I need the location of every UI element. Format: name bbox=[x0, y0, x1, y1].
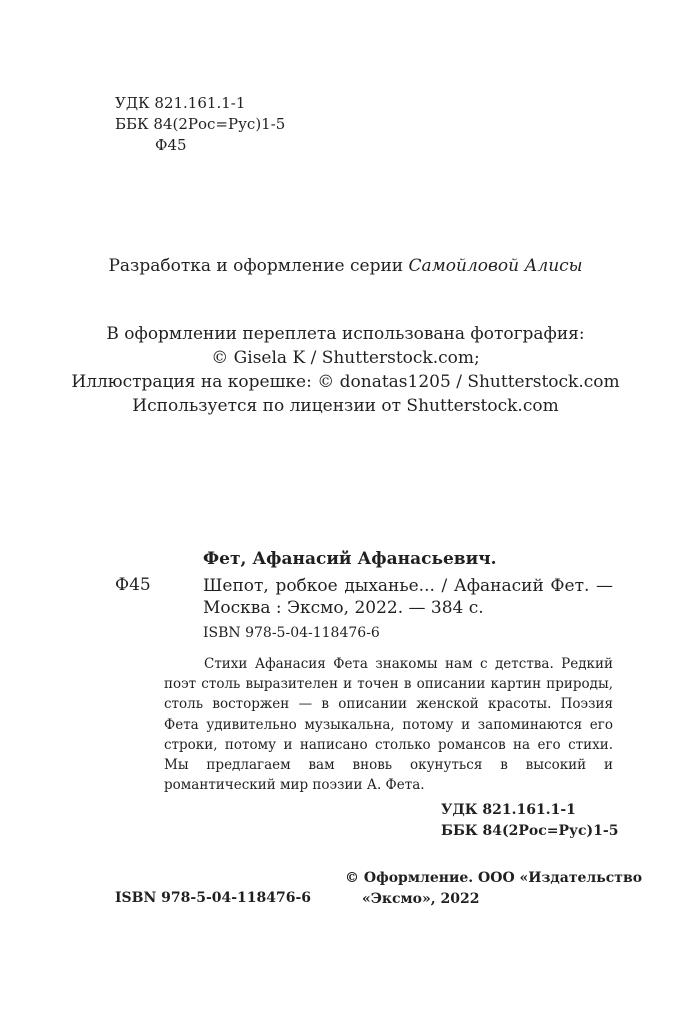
author-mark: Ф45 bbox=[155, 136, 187, 154]
catalog-author: Фет, Афанасий Афанасьевич. bbox=[203, 549, 497, 569]
catalog-udk: УДК 821.161.1-1 bbox=[441, 802, 576, 818]
annotation-text: Стихи Афанасия Фета знакомы нам с детства. Редкий поэт столь выразителен и точен в описании картин природы, столь восторжен — в описании женской красоты. Поэзия Фета удивительно музыкальна, потому и запоминаются его строки, потому и написано столько романсов на его стихи. Мы предлагаем вам вновь окунуться в высокий и романтический мир поэзии А. Фета. bbox=[164, 656, 613, 794]
footer-isbn: ISBN 978-5-04-118476-6 bbox=[115, 890, 312, 906]
credit-line-4: Используется по лицензии от Shutterstock.com bbox=[132, 396, 559, 416]
credit-line-2: © Gisela K / Shutterstock.com; bbox=[211, 348, 480, 368]
copyright-line-2: «Эксмо», 2022 bbox=[362, 891, 480, 907]
classification-codes bbox=[115, 93, 285, 156]
catalog-author-mark: Ф45 bbox=[115, 575, 151, 595]
catalog-isbn: ISBN 978-5-04-118476-6 bbox=[203, 625, 380, 641]
series-credit-prefix: Разработка и оформление серии bbox=[108, 256, 409, 276]
catalog-codes bbox=[441, 800, 618, 842]
catalog-bbk: ББК 84(2Рос=Рус)1-5 bbox=[441, 823, 619, 839]
credit-line-1: В оформлении переплета использована фотография: bbox=[106, 324, 585, 344]
series-designer-name: Самойловой Алисы bbox=[408, 256, 583, 276]
bbk-code: ББК 84(2Рос=Рус)1-5 bbox=[115, 115, 286, 133]
annotation bbox=[164, 654, 613, 795]
copyright-notice bbox=[345, 868, 642, 910]
copyright-line-1: © Оформление. ООО «Издательство bbox=[345, 870, 643, 886]
series-design-credit bbox=[0, 256, 691, 276]
image-credits bbox=[0, 322, 691, 418]
udk-code: УДК 821.161.1-1 bbox=[115, 94, 246, 112]
catalog-title: Шепот, робкое дыханье... / Афанасий Фет. — Москва : Эксмо, 2022. — 384 с. bbox=[203, 576, 613, 618]
credit-line-3: Иллюстрация на корешке: © donatas1205 / Shutterstock.com bbox=[71, 372, 620, 392]
